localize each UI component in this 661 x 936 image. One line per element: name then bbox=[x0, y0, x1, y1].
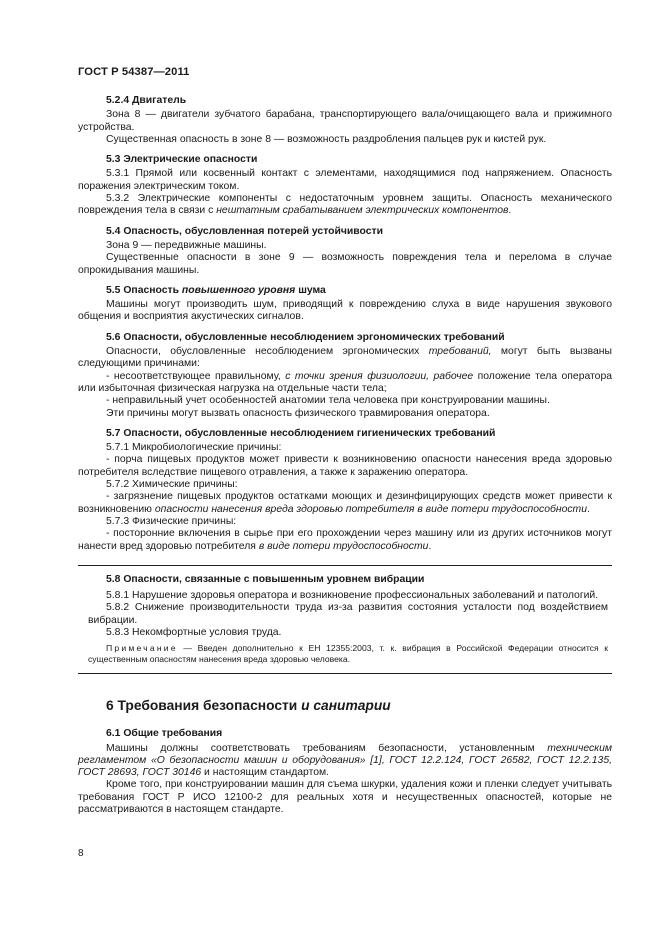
italic-text: техническим регламентом «О безопасности машин и оборудования» [1], ГОСТ 12.2.124, ГОСТ 26582, ГОСТ 12.2.135, ГОСТ 28693, ГОСТ 30146 bbox=[78, 742, 612, 779]
text-run: 6 Требования безопасности bbox=[106, 698, 302, 714]
paragraph: Существенные опасности в зоне 9 — возможность повреждения тела и перелома в случае опрокидывания машины. bbox=[78, 252, 612, 276]
paragraph bbox=[78, 193, 612, 218]
text-run: - посторонние включения в сырье при его прохождении через машину или из других источников могут нанести вред здоровью потребителя bbox=[78, 528, 612, 552]
text-run: и настоящим стандартом. bbox=[201, 767, 330, 779]
section-heading: 5.3 Электрические опасности bbox=[106, 154, 258, 166]
paragraph: Зона 8 — двигатели зубчатого барабана, транспортирующего вала/очищающего вала и прижимного устройства. bbox=[78, 109, 612, 133]
section-heading: 5.7 Опасности, обусловленные несоблюдением гигиенических требований bbox=[106, 427, 496, 439]
section-heading: 6.1 Общие требования bbox=[106, 728, 223, 740]
text-run: могут быть вызваны следующими причинами: bbox=[78, 346, 612, 370]
list-item: - неправильный учет особенностей анатомии тела человека при конструировании машины. bbox=[106, 395, 550, 407]
paragraph: 5.7.1 Микробиологические причины: bbox=[106, 442, 282, 454]
paragraph bbox=[78, 346, 612, 371]
paragraph: Машины могут производить шум, приводящий к повреждению слуха в виде нарушения звукового общения и восприятия акустических сигналов. bbox=[78, 299, 612, 323]
section-5-6 bbox=[78, 332, 612, 420]
list-item bbox=[78, 491, 612, 516]
text-run: . bbox=[587, 503, 590, 515]
paragraph: 5.7.3 Физические причины: bbox=[106, 515, 237, 527]
paragraph: 5.3.1 Прямой или косвенный контакт с элементами, находящимися под напряжением. Опасность поражения электрическим током. bbox=[78, 168, 612, 192]
text-run: 5.3.2 Электрические компоненты с недостаточным уровнем защиты. Опасность механического повреждения тела в связи с bbox=[78, 193, 612, 217]
paragraph: Кроме того, при конструировании машин для съема шкурки, удаления кожи и пленки следует учитывать требования ГОСТ Р ИСО 12100-2 для реальных хотя и несущественных опасностей, которые не рассматриваются в настоящем стандарте. bbox=[78, 779, 612, 816]
italic-text: опасности нанесения вреда здоровью потребителя в виде потери трудоспособности bbox=[154, 503, 587, 515]
paragraph: Зона 9 — передвижные машины. bbox=[106, 239, 267, 251]
section-5-7 bbox=[78, 428, 612, 553]
section-heading: 5.6 Опасности, обусловленные несоблюдением эргономических требований bbox=[106, 331, 505, 343]
section-5-2-4 bbox=[78, 95, 612, 146]
text-run: Машины должны соответствовать требованиям безопасности, установленным bbox=[106, 742, 548, 754]
italic-text: и санитарии bbox=[301, 698, 391, 714]
list-item bbox=[78, 371, 612, 396]
text-run: положение тела оператора или избыточная физическая нагрузка на отдельные части тела; bbox=[78, 370, 612, 394]
italic-text: с точки зрения физиологии, рабочее bbox=[285, 370, 474, 382]
list-item: - порча пищевых продуктов может привести к возникновению опасности нанесения вреда здоровью потребителя вследствие пищевого отравления, а также к заражению оператора. bbox=[78, 454, 612, 478]
note bbox=[88, 643, 608, 665]
italic-text: нештатным срабатыванием электрических компонентов bbox=[216, 205, 509, 217]
paragraph: 5.7.2 Химические причины: bbox=[106, 479, 238, 491]
paragraph: 5.8.3 Некомфортные условия труда. bbox=[106, 626, 282, 638]
text-run: Опасности, обусловленные несоблюдением эргономических bbox=[106, 346, 429, 358]
section-5-8-boxed bbox=[78, 565, 612, 674]
note-label: Примечание bbox=[106, 643, 178, 654]
text-run: - загрязнение пищевых продуктов остатками моющих и дезинфицирующих средств может привести к возникновению bbox=[78, 491, 612, 515]
section-heading bbox=[78, 285, 612, 297]
text-run: . bbox=[508, 205, 512, 217]
paragraph: 5.8.1 Нарушение здоровья оператора и возникновение профессиональных заболеваний и патологий. bbox=[106, 590, 599, 602]
list-item bbox=[78, 528, 612, 553]
text-run: - несоответствующее правильному, bbox=[106, 370, 286, 382]
section-5-5 bbox=[78, 285, 612, 324]
paragraph bbox=[78, 743, 612, 780]
italic-text: повышенного уровня bbox=[181, 284, 296, 296]
note-text: — Введен дополнительно к ЕН 12355:2003, т. к. вибрация в Российской Федерации относится к существенным опасностям нанесения вреда здоровью человека. bbox=[88, 643, 608, 665]
section-heading: 5.2.4 Двигатель bbox=[106, 95, 187, 106]
paragraph: Существенная опасность в зоне 8 — возможность раздробления пальцев рук и кистей рук. bbox=[106, 133, 547, 145]
text-run: . bbox=[428, 540, 432, 552]
page-number: 8 bbox=[78, 848, 84, 859]
document-header: ГОСТ Р 54387—2011 bbox=[78, 66, 190, 78]
section-5-4 bbox=[78, 226, 612, 277]
chapter-heading bbox=[78, 698, 612, 714]
document-body bbox=[78, 95, 612, 816]
italic-text: в виде потери трудоспособности bbox=[258, 540, 429, 552]
paragraph: Эти причины могут вызвать опасность физического травмирования оператора. bbox=[106, 407, 490, 419]
section-5-3 bbox=[78, 154, 612, 217]
section-6-1 bbox=[78, 728, 612, 816]
section-heading: 5.8 Опасности, связанные с повышенным уровнем вибрации bbox=[106, 573, 425, 585]
paragraph: 5.8.2 Снижение производительности труда из-за развития состояния усталости под воздействием вибрации. bbox=[88, 602, 608, 626]
text-run: шума bbox=[295, 284, 326, 296]
section-heading: 5.4 Опасность, обусловленная потерей устойчивости bbox=[106, 225, 384, 237]
section-6 bbox=[78, 698, 612, 714]
italic-text: требований, bbox=[428, 346, 492, 358]
text-run: 5.5 Опасность bbox=[106, 284, 182, 296]
